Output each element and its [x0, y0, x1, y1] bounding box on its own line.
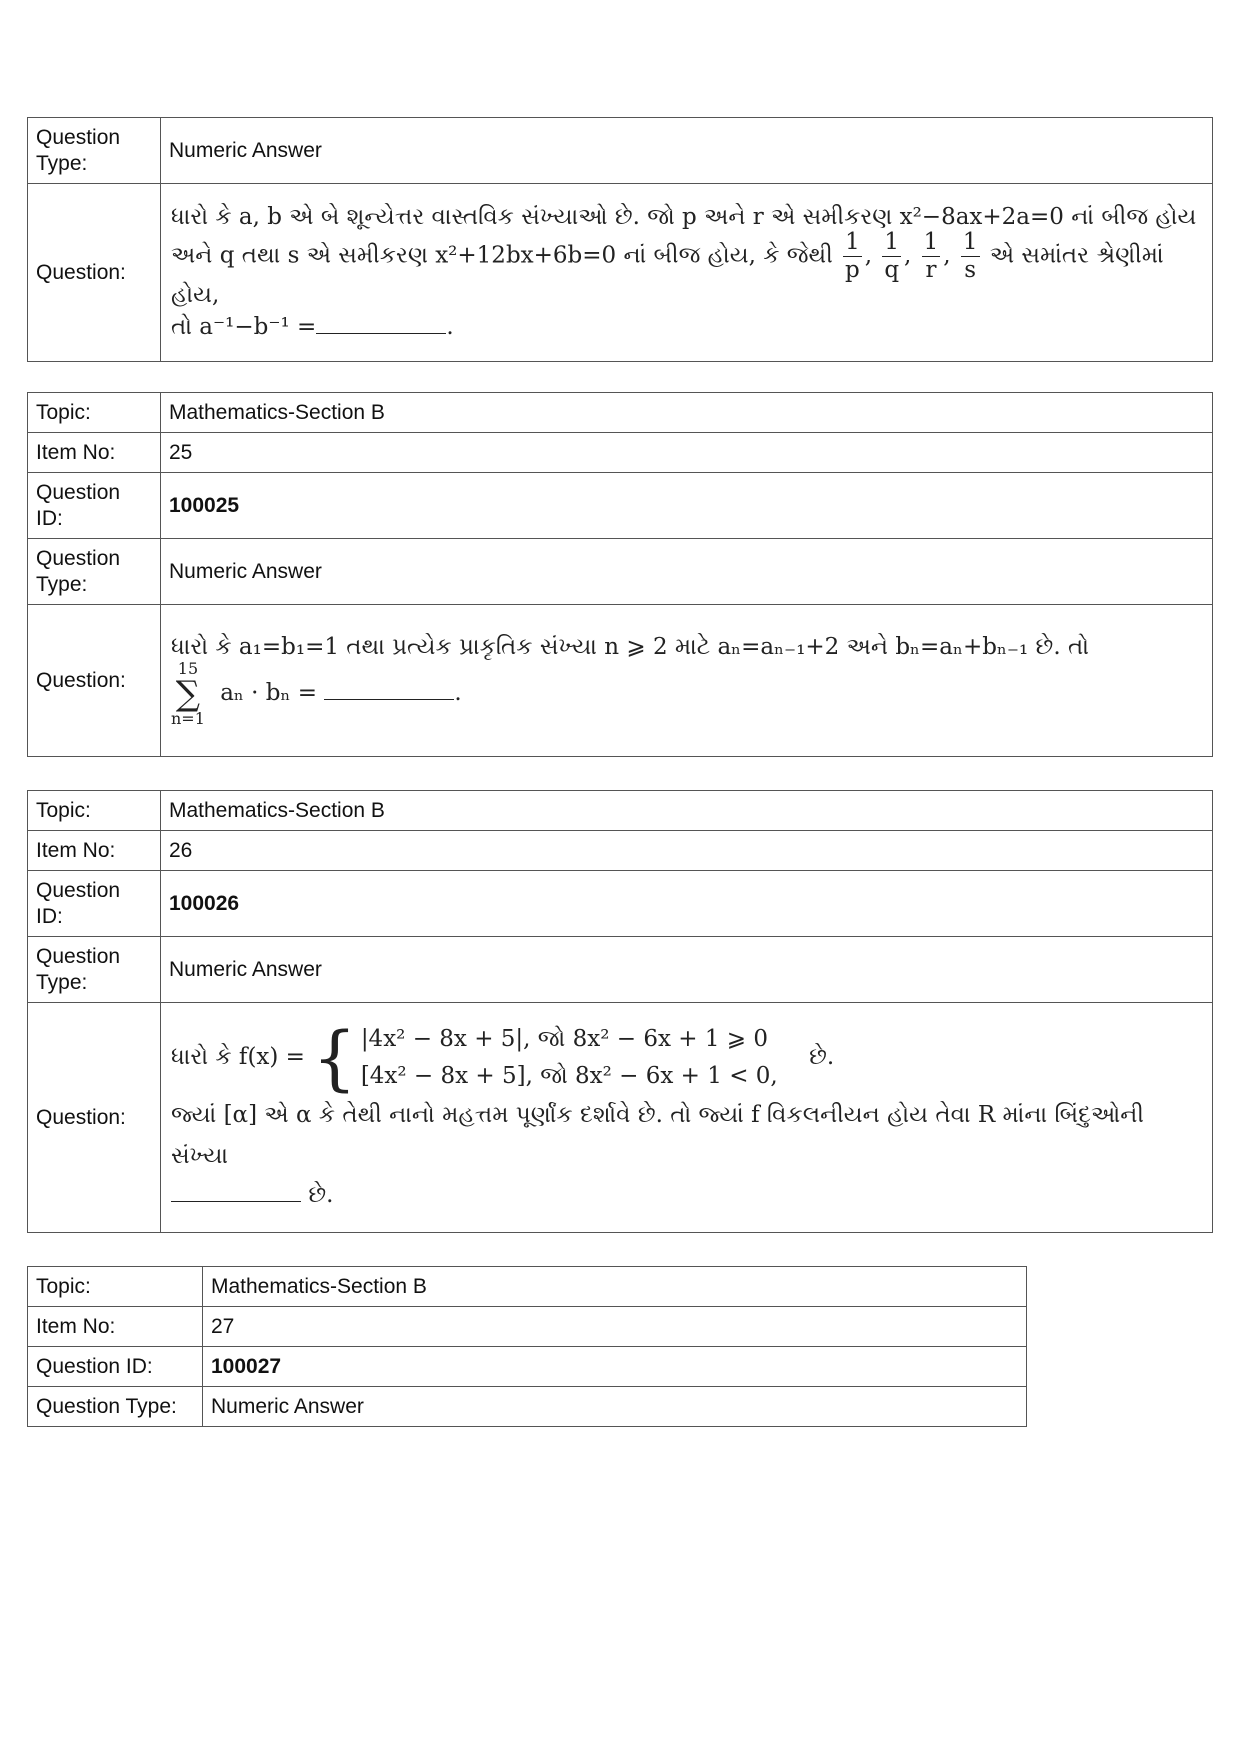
- question-table-25: [27, 392, 1213, 757]
- question-type-value: Numeric Answer: [161, 937, 1213, 1003]
- fraction: $\frac{1}{r}$: [923, 229, 939, 284]
- question-line: 15 ∑ n=1 aₙ · bₙ = .: [171, 659, 462, 729]
- question-label: Question:: [28, 605, 161, 757]
- topic-value: Mathematics-Section B: [161, 791, 1213, 831]
- item-no-value: 27: [203, 1307, 1027, 1347]
- question-type-label: Question Type:: [28, 539, 161, 605]
- question-id-value: 100025: [161, 473, 1213, 539]
- summation: 15 ∑ n=1: [171, 659, 205, 729]
- answer-blank: [171, 1178, 301, 1202]
- question-type-value: Numeric Answer: [161, 118, 1213, 184]
- question-id-value: 100026: [161, 871, 1213, 937]
- question-body-24: [161, 184, 1213, 362]
- question-label: Question:: [28, 184, 161, 362]
- fraction: $\frac{1}{q}$: [884, 229, 900, 284]
- case-line: |4x² − 8x + 5|, જો 8x² − 6x + 1 ⩾ 0: [360, 1025, 768, 1052]
- topic-value: Mathematics-Section B: [203, 1267, 1027, 1307]
- question-id-label: Question ID:: [28, 871, 161, 937]
- topic-label: Topic:: [28, 393, 161, 433]
- question-table-24: [27, 117, 1213, 362]
- question-type-value: Numeric Answer: [203, 1387, 1027, 1427]
- piecewise-definition: ધારો કે f(x) = { |4x² − 8x + 5|, જો 8x² − 6x + 1 ⩾ 0 [4x² − 8x + 5], જો 8x² − 6x + 1 < 0, છે.: [171, 1016, 835, 1099]
- answer-blank: [316, 310, 446, 334]
- item-no-label: Item No:: [28, 433, 161, 473]
- item-no-label: Item No:: [28, 831, 161, 871]
- question-line: છે.: [171, 1177, 1202, 1214]
- question-id-value: 100027: [203, 1347, 1027, 1387]
- topic-value: Mathematics-Section B: [161, 393, 1213, 433]
- question-line: અને q તથા s એ સમીકરણ x²+12bx+6b=0 નાં બીજ હોય, કે જેથી $\frac{1}{p}$ , $\frac{1}{q}$ , $\frac{1}{r}$ , $\frac{1}{s}$ એ સમાંતર શ્રેણીમાં હોય,: [171, 229, 1164, 309]
- question-type-label: Question Type:: [28, 937, 161, 1003]
- question-line: ધારો કે a, b એ બે શૂન્યેત્તર વાસ્તવિક સંખ્યાઓ છે. જો p અને r એ સમીકરણ x²−8ax+2a=0 નાં બીજ હોય: [171, 203, 1197, 230]
- question-label: Question:: [28, 1003, 161, 1233]
- question-line: તો a⁻¹−b⁻¹ = .: [171, 310, 1202, 342]
- brace-glyph: {: [312, 1016, 357, 1099]
- question-type-label: Question Type:: [28, 118, 161, 184]
- fraction: $\frac{1}{p}$: [845, 229, 860, 284]
- item-no-label: Item No:: [28, 1307, 203, 1347]
- question-type-value: Numeric Answer: [161, 539, 1213, 605]
- answer-blank: [324, 676, 454, 700]
- question-table-27: [27, 1266, 1027, 1427]
- topic-label: Topic:: [28, 791, 161, 831]
- question-line: ધારો કે a₁=b₁=1 તથા પ્રત્યેક પ્રાકૃતિક સંખ્યા n ⩾ 2 માટે aₙ=aₙ₋₁+2 અને bₙ=aₙ+bₙ₋₁ છે. તો: [171, 633, 1089, 660]
- case-line: [4x² − 8x + 5], જો 8x² − 6x + 1 < 0,: [360, 1062, 778, 1089]
- item-no-value: 26: [161, 831, 1213, 871]
- question-body-25: [161, 605, 1213, 757]
- question-text: એ સમાંતર શ્રેણીમાં હોય,: [171, 242, 1164, 309]
- fraction: $\frac{1}{s}$: [962, 229, 978, 284]
- topic-label: Topic:: [28, 1267, 203, 1307]
- question-id-label: Question ID:: [28, 473, 161, 539]
- question-id-label: Question ID:: [28, 1347, 203, 1387]
- question-type-label: Question Type:: [28, 1387, 203, 1427]
- item-no-value: 25: [161, 433, 1213, 473]
- question-table-26: [27, 790, 1213, 1233]
- question-line: જ્યાં [α] એ α કે તેથી નાનો મહત્તમ પૂર્ણાંક દર્શાવે છે. તો જ્યાં f વિકલનીયન હોય તેવા R માંના બિંદુઓની સંખ્યા: [171, 1101, 1144, 1169]
- question-body-26: [161, 1003, 1213, 1233]
- question-text: અને q તથા s એ સમીકરણ x²+12bx+6b=0 નાં બીજ હોય, કે જેથી: [171, 242, 833, 269]
